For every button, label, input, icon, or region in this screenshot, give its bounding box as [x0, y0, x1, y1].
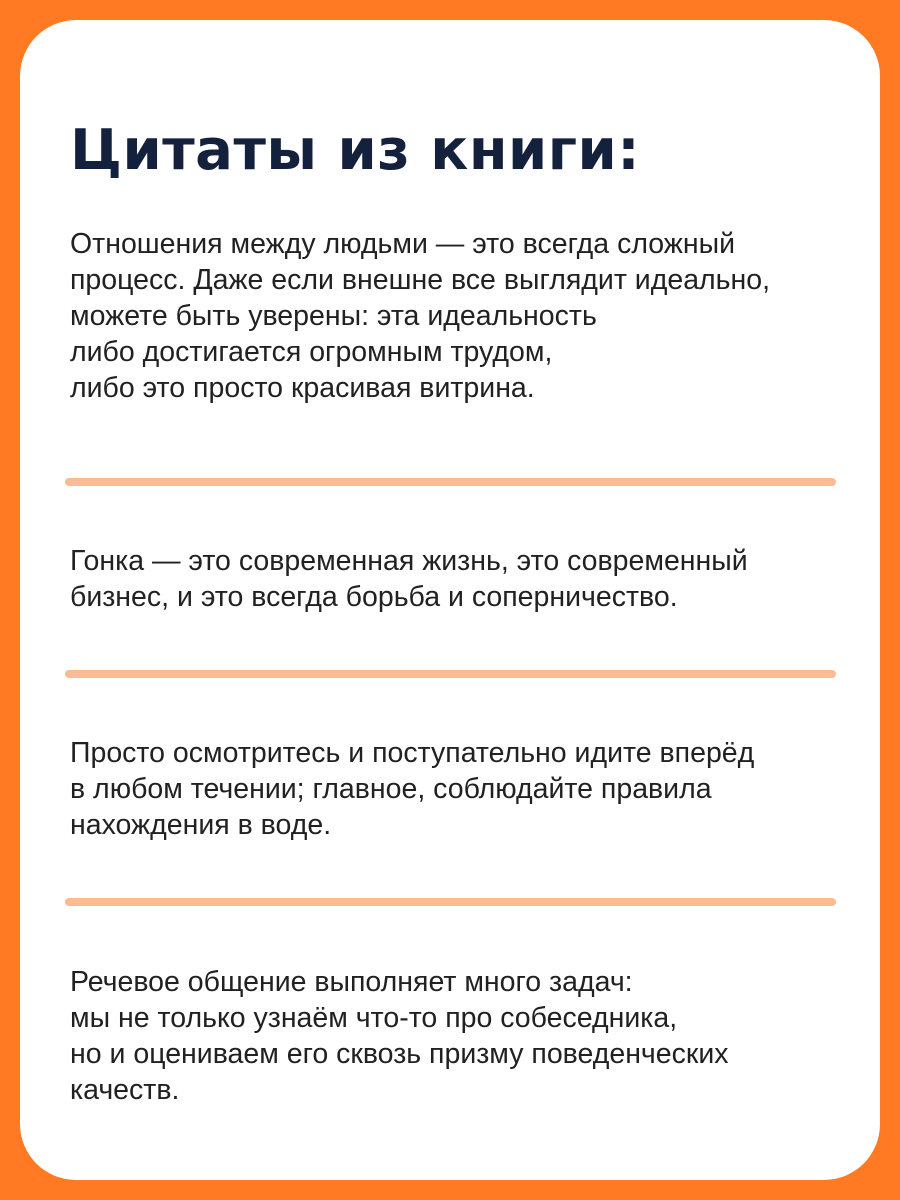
quote-text-4: Речевое общение выполняет много задач: мы не только узнаём что-то про собеседника, но и оцениваем его сквозь призму поведенческих качеств. — [70, 966, 729, 1106]
divider-1 — [65, 478, 836, 486]
quote-card — [20, 20, 880, 1180]
quote-text-1: Отношения между людьми — это всегда сложный процесс. Даже если внешне все выглядит идеально, можете быть уверены: эта идеальность либо достигается огромным трудом, либо это просто красивая витрина. — [70, 228, 771, 404]
quote-text-3: Просто осмотритесь и поступательно идите вперёд в любом течении; главное, соблюдайте правила нахождения в воде. — [70, 737, 755, 841]
quote-text-2: Гонка — это современная жизнь, это современный бизнес, и это всегда борьба и соперничество. — [70, 545, 748, 613]
divider-2 — [65, 670, 836, 678]
page-title: Цитаты из книги: — [70, 118, 641, 183]
divider-3 — [65, 898, 836, 906]
